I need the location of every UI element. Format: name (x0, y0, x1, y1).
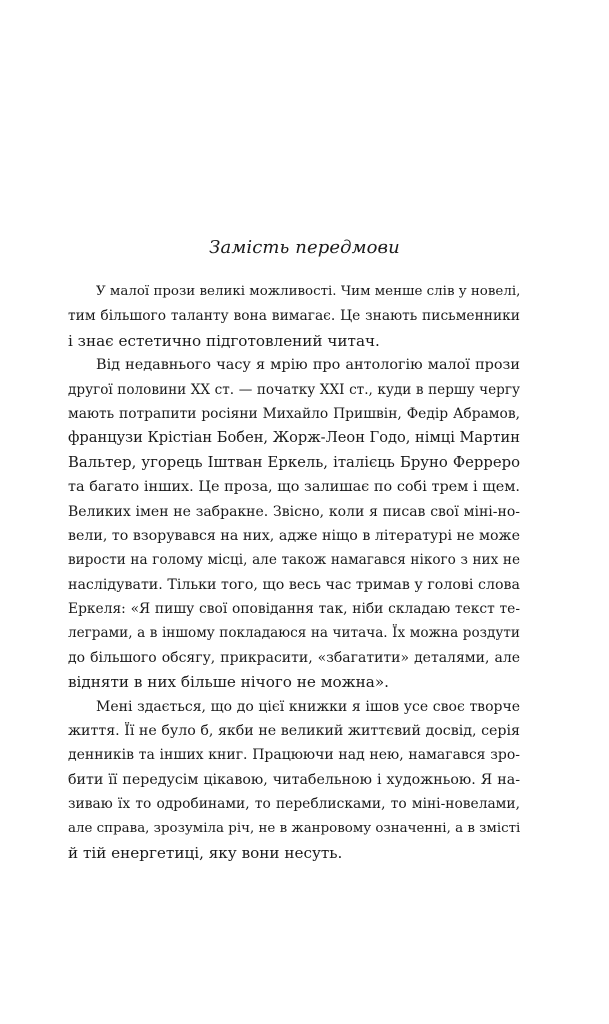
text-line: бити її передусім цікавою, читабельною і художньою. Я на- (68, 771, 520, 788)
text-line: Вальтер, угорець Іштван Еркель, італієць Бруно Ферреро (68, 453, 520, 471)
text-line: та багато інших. Це проза, що залишає по собі трем і щем. (68, 479, 520, 496)
text-line: і знає естетично підготовлений читач. (68, 331, 380, 350)
text-line: денників та інших книг. Працюючи над нею, намагався зро- (68, 747, 520, 764)
text-line: Мені здається, що до цієї книжки я ішов усе своє творче (96, 698, 520, 715)
text-line: зиваю їх то одробинами, то переблисками, то міні-новелами, (68, 796, 520, 813)
text-line: Еркеля: «Я пишу свої оповідання так, ніби складаю текст те- (68, 601, 520, 618)
text-line: тим більшого таланту вона вимагає. Це знають письменники (68, 308, 520, 325)
text-line: наслідувати. Тільки того, що весь час тримав у голові слова (68, 576, 520, 593)
text-line: відняти в них більше нічого не можна». (68, 673, 389, 692)
text-line: але справа, зрозуміла річ, не в жанровому означенні, а в змісті (68, 820, 521, 836)
text-line: леграми, а в іншому покладаюся на читача. Їх можна роздути (68, 625, 520, 642)
text-line: французи Крістіан Бобен, Жорж-Леон Годо, німці Мартин (68, 429, 521, 447)
text-line: й тій енергетиці, яку вони несуть. (68, 843, 343, 862)
text-line: другої половини XX ст. — початку XXI ст., куди в першу чергу (68, 381, 520, 398)
text-line: вели, то взорувався на них, адже ніщо в літературі не може (68, 527, 520, 544)
page-title: Замість передмови (209, 237, 400, 258)
text-line: У малої прози великі можливості. Чим менше слів у новелі, (96, 284, 521, 299)
text-line: мають потрапити росіяни Михайло Пришвін, Федір Абрамов, (68, 405, 520, 422)
text-line: життя. Її не було б, якби не великий життєвий досвід, серія (68, 723, 520, 740)
text-line: Великих імен не забракне. Звісно, коли я писав свої міні-но- (68, 503, 520, 520)
text-line: до більшого обсягу, прикрасити, «збагатити» деталями, але (68, 649, 520, 666)
text-line: вирости на голому місці, але також намагався нікого з них не (68, 552, 520, 569)
text-line: Від недавнього часу я мрію про антологію малої прози (96, 357, 520, 374)
body-text (68, 280, 520, 865)
